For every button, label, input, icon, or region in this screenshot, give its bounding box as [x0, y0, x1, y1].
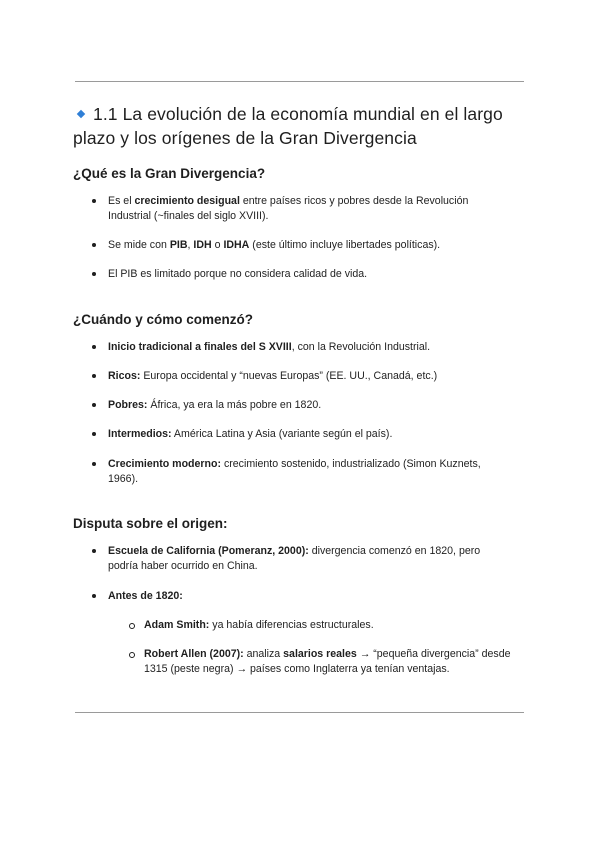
list-item: Crecimiento moderno: crecimiento sostenido, industrializado (Simon Kuznets, 1966).	[108, 457, 508, 487]
sub-list-item: Robert Allen (2007): analiza salarios reales → “pequeña divergencia” desde 1315 (peste negra) → países como Inglaterra ya tenían ventajas.	[144, 647, 514, 677]
bullet-icon	[92, 272, 96, 276]
bullet-icon	[92, 594, 96, 598]
list-item: Se mide con PIB, IDH o IDHA (este último incluye libertades políticas).	[108, 238, 508, 253]
page-title	[73, 102, 533, 150]
hollow-bullet-icon	[129, 623, 135, 629]
top-divider	[75, 81, 524, 82]
list-item: Ricos: Europa occidental y “nuevas Europas” (EE. UU., Canadá, etc.)	[108, 369, 508, 384]
bullet-icon	[92, 345, 96, 349]
bullet-icon	[92, 462, 96, 466]
list-item: El PIB es limitado porque no considera calidad de vida.	[108, 267, 508, 282]
bullet-icon	[92, 432, 96, 436]
title-text: 1.1 La evolución de la economía mundial en el largo plazo y los orígenes de la Gran Divergencia	[73, 104, 503, 148]
list-item: Antes de 1820:	[108, 589, 508, 604]
list-item: Es el crecimiento desigual entre países ricos y pobres desde la Revolución Industrial (~finales del siglo XVIII).	[108, 194, 508, 224]
bottom-divider	[75, 712, 524, 713]
list-item: Pobres: África, ya era la más pobre en 1820.	[108, 398, 508, 413]
bullet-icon	[92, 403, 96, 407]
diamond-bullet-icon	[77, 110, 85, 118]
sub-list-item: Adam Smith: ya había diferencias estructurales.	[144, 618, 514, 633]
bullet-icon	[92, 549, 96, 553]
hollow-bullet-icon	[129, 652, 135, 658]
section-heading-que-es: ¿Qué es la Gran Divergencia?	[73, 166, 266, 181]
bullet-icon	[92, 243, 96, 247]
list-item: Inicio tradicional a finales del S XVIII, con la Revolución Industrial.	[108, 340, 508, 355]
section-heading-disputa: Disputa sobre el origen:	[73, 516, 228, 531]
bullet-icon	[92, 374, 96, 378]
list-item: Escuela de California (Pomeranz, 2000): divergencia comenzó en 1820, pero podría haber ocurrido en China.	[108, 544, 508, 574]
section-heading-cuando: ¿Cuándo y cómo comenzó?	[73, 312, 254, 327]
list-item: Intermedios: América Latina y Asia (variante según el país).	[108, 427, 508, 442]
bullet-icon	[92, 199, 96, 203]
